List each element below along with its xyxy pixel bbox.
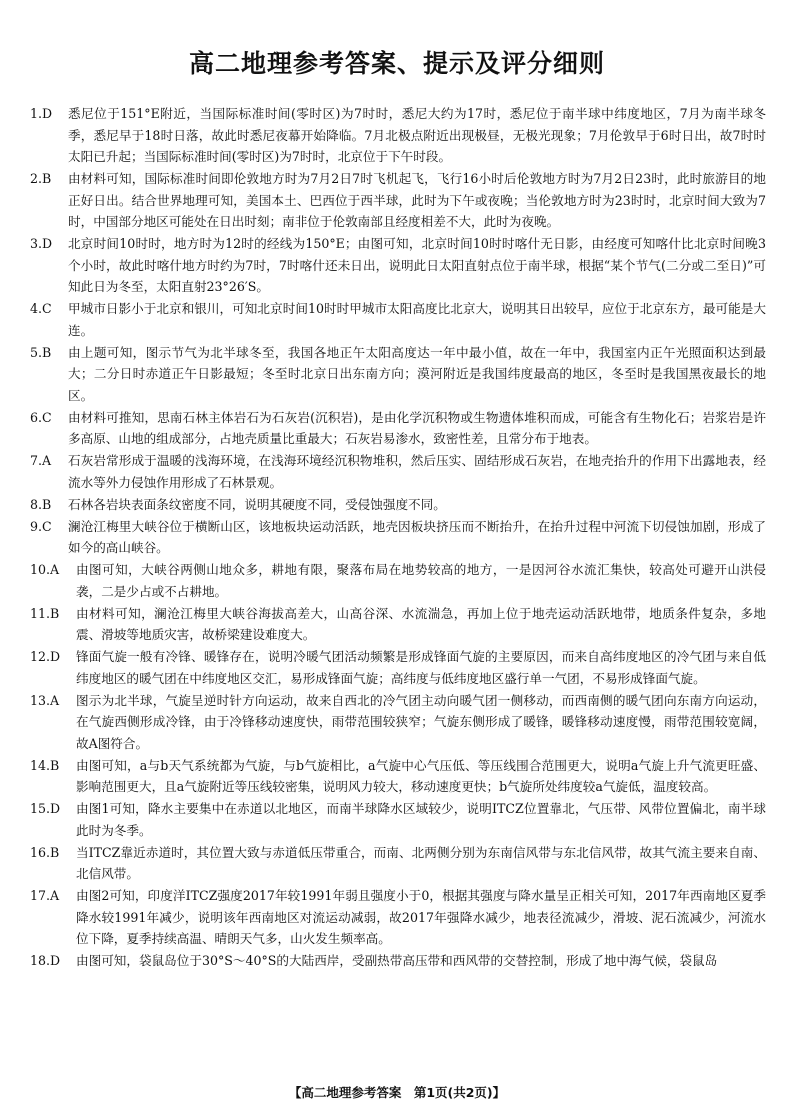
answer-explanation: 由图2可知，印度洋ITCZ强度2017年较1991年弱且强度小于0，根据其强度与降水量呈正相关可知，2017年西南地区夏季降水较1991年减少，说明该年西南地区对流运动减弱，故2017年强降水减少，地表径流减少，滑坡、泥石流减少，河流水位下降，夏季持续高温、晴朗天气多，山火发生频率高。 bbox=[76, 888, 766, 946]
answer-item-18 bbox=[30, 950, 766, 972]
answer-number: 14.B bbox=[30, 757, 60, 773]
answer-item-13 bbox=[30, 690, 766, 755]
answer-item-5 bbox=[30, 342, 766, 407]
answer-number: 5.B bbox=[30, 344, 52, 360]
answer-number: 17.A bbox=[30, 888, 60, 903]
answer-number: 16.B bbox=[30, 844, 60, 860]
answer-explanation: 锋面气旋一般有冷锋、暖锋存在，说明冷暖气团活动频繁是形成锋面气旋的主要原因，而来自高纬度地区的冷气团与来自低纬度地区的暖气团在中纬度地区交汇，易形成锋面气旋；高纬度与低纬度地区盛行单一气团，不易形成锋面气旋。 bbox=[76, 649, 766, 686]
answer-number: 13.A bbox=[30, 692, 60, 708]
answer-item-10 bbox=[30, 559, 766, 602]
answer-explanation: 由材料可推知，思南石林主体岩石为石灰岩(沉积岩)，是由化学沉积物或生物遗体堆积而成，可能含有生物化石；岩浆岩是许多高原、山地的组成部分，占地壳质量比重最大；石灰岩易渗水，致密性差，且常分布于地表。 bbox=[68, 409, 766, 446]
answer-explanation: 当ITCZ靠近赤道时，其位置大致与赤道低压带重合，而南、北两侧分别为东南信风带与东北信风带，故其气流主要来自南、北信风带。 bbox=[76, 844, 766, 881]
answer-list bbox=[30, 103, 766, 972]
answer-number: 4.C bbox=[30, 301, 52, 316]
answer-item-16 bbox=[30, 842, 766, 885]
answer-item-3 bbox=[30, 233, 766, 298]
page-title: 高二地理参考答案、提示及评分细则 bbox=[188, 49, 605, 78]
answer-item-14 bbox=[30, 755, 766, 798]
answer-number: 1.D bbox=[30, 106, 53, 121]
answer-item-9 bbox=[30, 516, 766, 559]
answer-explanation: 北京时间10时时，地方时为12时的经线为150°E；由图可知，北京时间10时时喀什无日影，由经度可知喀什比北京时间晚3个小时，故此时喀什地方时约为7时，7时喀什还未日出，说明此日太阳直射点位于南半球，根据“某个节气(二分或二至日)”可知此日为冬至，太阳直射23°26′S。 bbox=[68, 236, 766, 294]
answer-explanation: 甲城市日影小于北京和银川，可知北京时间10时时甲城市太阳高度比北京大，说明其日出较早，应位于北京东方，最可能是大连。 bbox=[68, 301, 766, 338]
answer-explanation: 由图可知，大峡谷两侧山地众多，耕地有限，聚落布局在地势较高的地方，一是因河谷水流汇集快，较高处可避开山洪侵袭，二是少占或不占耕地。 bbox=[76, 562, 766, 599]
answer-item-15 bbox=[30, 798, 766, 841]
answer-number: 9.C bbox=[30, 518, 52, 534]
answer-explanation: 由材料可知，澜沧江梅里大峡谷海拔高差大，山高谷深、水流湍急，再加上位于地壳运动活跃地带，地质条件复杂，多地震、滑坡等地质灾害，故桥梁建设难度大。 bbox=[76, 605, 766, 642]
answer-item-4 bbox=[30, 298, 766, 341]
answer-number: 18.D bbox=[30, 953, 61, 968]
answer-number: 12.D bbox=[30, 649, 61, 664]
answer-item-8 bbox=[30, 494, 766, 516]
answer-item-17 bbox=[30, 885, 766, 950]
answer-explanation: 由上题可知，图示节气为北半球冬至，我国各地正午太阳高度达一年中最小值，故在一年中，我国室内正午光照面积达到最大；二分日时赤道正午日影最短；冬至时北京日出东南方向；漠河附近是我国纬度最高的地区，冬至时是我国黑夜最长的地区。 bbox=[68, 344, 766, 403]
answer-item-12 bbox=[30, 646, 766, 689]
answer-item-2 bbox=[30, 168, 766, 233]
answer-number: 15.D bbox=[30, 801, 61, 816]
answer-number: 10.A bbox=[30, 562, 60, 577]
page-footer: 【高二地理参考答案 第1页(共2页)】 bbox=[288, 1085, 506, 1100]
answer-number: 8.B bbox=[30, 496, 52, 512]
answer-number: 11.B bbox=[30, 605, 60, 621]
answer-item-7 bbox=[30, 450, 766, 493]
answer-item-1 bbox=[30, 103, 766, 168]
answer-explanation: 悉尼位于151°E附近，当国际标准时间(零时区)为7时时，悉尼大约为17时，悉尼位于南半球中纬度地区，7月为南半球冬季，悉尼早于18时日落，故此时悉尼夜幕开始降临。7月北极点附近出现极昼，无极光现象；7月伦敦早于6时日出，故7时时太阳已升起；当国际标准时间(零时区)为7时时，北京位于下午时段。 bbox=[68, 106, 766, 164]
answer-explanation: 澜沧江梅里大峡谷位于横断山区，该地板块运动活跃，地壳因板块挤压而不断抬升，在抬升过程中河流下切侵蚀加剧，形成了如今的高山峡谷。 bbox=[68, 518, 766, 555]
answer-explanation: 由图可知，a与b天气系统都为气旋，与b气旋相比，a气旋中心气压低、等压线围合范围更大，说明a气旋上升气流更旺盛、影响范围更大，且a气旋附近等压线较密集，说明风力较大，移动速度更快；b气旋所处纬度较a气旋低，温度较高。 bbox=[76, 757, 766, 794]
answer-explanation: 图示为北半球，气旋呈逆时针方向运动，故来自西北的冷气团主动向暖气团一侧移动，而西南侧的暖气团向东南方向运动，在气旋西侧形成冷锋，由于冷锋移动速度快，雨带范围较狭窄；气旋东侧形成了暖锋，暖锋移动速度慢，雨带范围较宽阔，故A图符合。 bbox=[76, 692, 766, 751]
answer-explanation: 石灰岩常形成于温暖的浅海环境，在浅海环境经沉积物堆积，然后压实、固结形成石灰岩，在地壳抬升的作用下出露地表，经流水等外力侵蚀作用形成了石林景观。 bbox=[68, 453, 766, 490]
answer-explanation: 由材料可知，国际标准时间即伦敦地方时为7月2日7时飞机起飞，飞行16小时后伦敦地方时为7月2日23时，此时旅游目的地正好日出。结合世界地理可知，美国本土、巴西位于西半球，此时为下午或夜晚；当伦敦地方时为23时时，北京时间大致为7时，中国部分地区可能处在日出时刻；南非位于伦敦南部且经度相差不大，此时为夜晚。 bbox=[68, 171, 766, 229]
answer-explanation: 由图可知，袋鼠岛位于30°S～40°S的大陆西岸，受副热带高压带和西风带的交替控制，形成了地中海气候，袋鼠岛 bbox=[76, 953, 718, 968]
answer-number: 7.A bbox=[30, 453, 52, 468]
answer-number: 2.B bbox=[30, 171, 52, 186]
answer-number: 6.C bbox=[30, 409, 52, 425]
answer-item-6 bbox=[30, 407, 766, 450]
answer-item-11 bbox=[30, 603, 766, 646]
answer-explanation: 石林各岩块表面条纹密度不同，说明其硬度不同，受侵蚀强度不同。 bbox=[68, 496, 446, 512]
answer-number: 3.D bbox=[30, 236, 53, 251]
answer-explanation: 由图1可知，降水主要集中在赤道以北地区，而南半球降水区域较少，说明ITCZ位置靠北，气压带、风带位置偏北，南半球此时为冬季。 bbox=[76, 801, 766, 838]
